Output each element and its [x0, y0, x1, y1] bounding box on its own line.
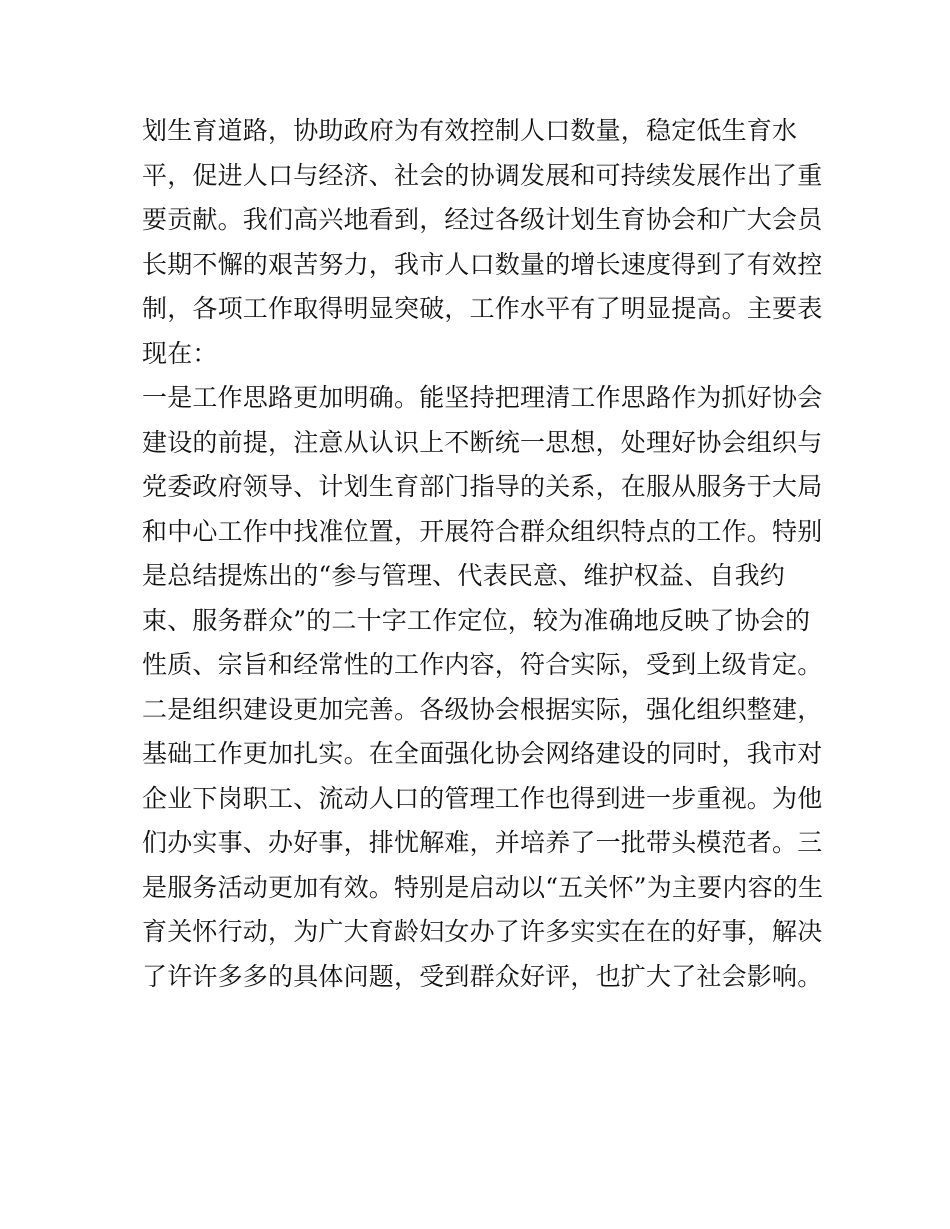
text-line: 是总结提炼出的“参与管理、代表民意、维护权益、自我约	[142, 561, 785, 590]
text-line: 育关怀行动，为广大育龄妇女办了许多实实在在的好事，解决	[142, 917, 823, 946]
text-line: 党委政府领导、计划生育部门指导的关系，在服从服务于大局	[142, 472, 823, 501]
text-line: 划生育道路，协助政府为有效控制人口数量，稳定低生育水	[142, 116, 798, 145]
text-line: 基础工作更加扎实。在全面强化协会网络建设的同时，我市对	[142, 739, 823, 768]
text-line: 二是组织建设更加完善。各级协会根据实际，强化组织整建，	[142, 694, 823, 724]
text-line: 平，促进人口与经济、社会的协调发展和可持续发展作出了重	[142, 160, 823, 190]
text-line: 制，各项工作取得明显突破，工作水平有了明显提高。主要表	[142, 294, 823, 323]
text-line: 了许许多多的具体问题，受到群众好评，也扩大了社会影响。	[142, 961, 823, 991]
text-line: 性质、宗旨和经常性的工作内容，符合实际，受到上级肯定。	[142, 650, 823, 679]
text-line: 束、服务群众”的二十字工作定位，较为准确地反映了协会的	[142, 605, 811, 635]
text-line: 现在：	[142, 338, 218, 368]
text-line: 是服务活动更加有效。特别是启动以“五关怀”为主要内容的生	[142, 872, 824, 902]
text-line: 企业下岗职工、流动人口的管理工作也得到进一步重视。为他	[142, 783, 823, 813]
document-body	[142, 109, 822, 999]
text-line: 和中心工作中找准位置，开展符合群众组织特点的工作。特别	[142, 516, 823, 546]
text-line: 建设的前提，注意从认识上不断统一思想，处理好协会组织与	[142, 427, 823, 457]
text-line: 一是工作思路更加明确。能坚持把理清工作思路作为抓好协会	[142, 383, 823, 412]
text-line: 要贡献。我们高兴地看到，经过各级计划生育协会和广大会员	[142, 205, 823, 234]
text-line: 们办实事、办好事，排忧解难，并培养了一批带头模范者。三	[142, 828, 823, 857]
text-line: 长期不懈的艰苦努力，我市人口数量的增长速度得到了有效控	[142, 249, 823, 279]
